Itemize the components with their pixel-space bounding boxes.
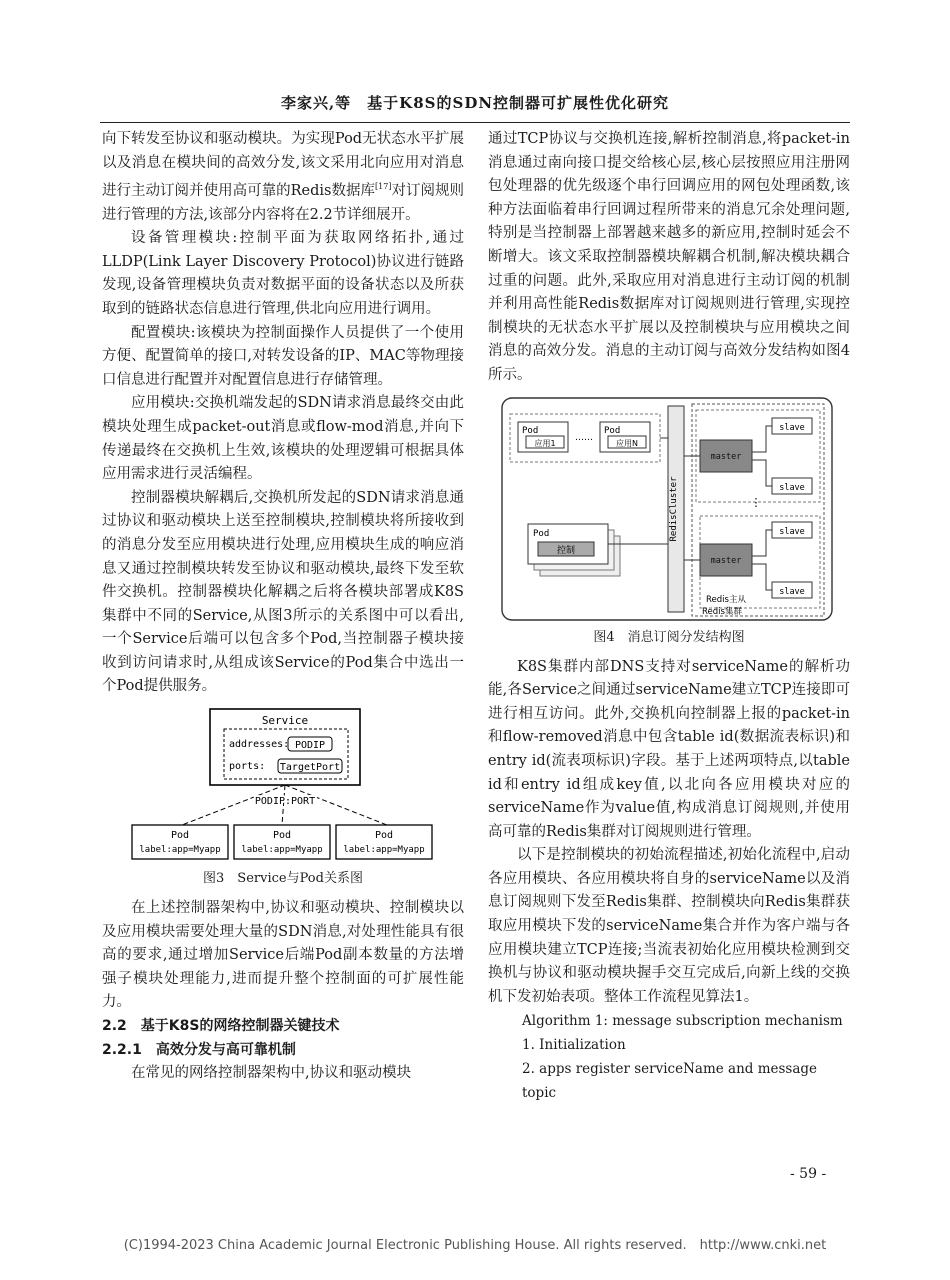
ctrl-label: 控制 bbox=[556, 545, 576, 556]
paragraph: 在上述控制器架构中,协议和驱动模块、控制模块以及应用模块需要处理大量的SDN消息,对处理性能具有很高的要求,通过增加Service后端Pod副本数量的方法增强子模块处理能力,进而提升整个控制面的可扩展性能力。 bbox=[102, 900, 464, 1011]
slave-label: slave bbox=[779, 482, 805, 493]
figure-4-diagram bbox=[488, 396, 850, 624]
appn-label: 应用N bbox=[616, 438, 638, 448]
copyright-footer: (C)1994-2023 China Academic Journal Electronic Publishing House. All rights reserved. http://www.cnki.net bbox=[123, 1238, 827, 1253]
figure-3-diagram bbox=[102, 705, 464, 935]
redis-cluster-label: Redis集群 bbox=[702, 606, 742, 617]
paragraph: 在常见的网络控制器架构中,协议和驱动模块 bbox=[131, 1065, 412, 1082]
master-label: master bbox=[710, 451, 742, 462]
slave-label: slave bbox=[779, 526, 805, 537]
figure-3 bbox=[102, 705, 464, 935]
paragraph: K8S集群内部DNS支持对serviceName的解析功能,各Service之间通过serviceName建立TCP连接即可进行相互访问。此外,交换机向控制器上报的packet-in和flow-removed消息中包含table id(数据流表标识)和entry id(流表项标识)字段。基于上述两项特点,以table id和entry id组成key值,以北向各应用模块对应的serviceName作为value值,构成消息订阅规则,并使用高可靠的Redis集群对订阅规则进行管理。 bbox=[488, 658, 850, 840]
master-label: master bbox=[710, 555, 742, 566]
podip-label: PODIP bbox=[294, 740, 326, 752]
pod-label: label:app=Myapp bbox=[241, 845, 323, 856]
algorithm-line: 2. apps register serviceName and message topic bbox=[522, 1061, 818, 1102]
figure-4-caption: 图4 消息订阅分发结构图 bbox=[593, 629, 745, 645]
reference-mark[interactable]: [17] bbox=[375, 182, 392, 192]
page-number: - 59 - bbox=[790, 1166, 827, 1182]
pod-label: label:app=Myapp bbox=[139, 845, 221, 856]
paragraph: 应用模块:交换机端发起的SDN请求消息最终交由此模块处理生成packet-out消息或flow-mod消息,并向下传递最终在交换机上生效,该模块的处理逻辑可根据具体应用需求进行灵活编程。 bbox=[102, 395, 464, 483]
ellipsis: …… bbox=[575, 432, 593, 443]
figure-3-caption: 图3 Service与Pod关系图 bbox=[203, 871, 363, 887]
slave-label: slave bbox=[779, 422, 805, 433]
paragraph: 设备管理模块:控制平面为获取网络拓扑,通过LLDP(Link Layer Discovery Protocol)协议进行链路发现,设备管理模块负责对数据平面的设备状态以及所获取到的链路状态信息进行管理,供北向应用进行调用。 bbox=[102, 230, 464, 317]
paragraph: 以下是控制模块的初始流程描述,初始化流程中,启动各应用模块、各应用模块将自身的serviceName以及消息订阅规则下发至Redis集群、控制模块向Redis集群获取应用模块下发的serviceName集合并作为客户端与各应用模块建立TCP连接;当流表初始化应用模块检测到交换机与协议和驱动模块握手交互完成后,向新上线的交换机下发初始表项。整体工作流程见算法1。 bbox=[488, 847, 850, 1005]
pod-label: Pod bbox=[604, 425, 621, 436]
right-column bbox=[488, 128, 850, 1105]
left-column bbox=[102, 128, 464, 1086]
ports-label: ports: bbox=[229, 761, 266, 773]
paragraph: 通过TCP协议与交换机连接,解析控制消息,将packet-in消息通过南向接口提交给核心层,核心层按照应用注册网包处理器的优先级逐个串行回调应用的网包处理函数,该种方法面临着串行回调过程所带来的消息冗余处理问题,特别是当控制器上部署越来越多的新应用,控制时延会不断增大。该文采取控制器模块解耦合机制,解决模块耦合过重的问题。此外,采取应用对消息进行主动订阅的机制并利用高性能Redis数据库对订阅规则进行管理,实现控制模块的无状态水平扩展以及控制模块与应用模块之间消息的高效分发。消息的主动订阅与高效分发结构如图4所示。 bbox=[488, 131, 850, 383]
targetport-label: TargetPort bbox=[279, 762, 341, 774]
section-heading: 2.2 基于K8S的网络控制器关键技术 bbox=[102, 1018, 340, 1035]
pod-label: label:app=Myapp bbox=[343, 845, 425, 856]
pod-title: Pod bbox=[374, 830, 394, 842]
pod-title: Pod bbox=[170, 830, 190, 842]
podip-port-label: PODIP:PORT bbox=[254, 796, 316, 808]
paragraph-text: 向下转发至协议和驱动模块。为实现Pod无状态水平扩展以及消息在模块间的高效分发,该文采用北向应用对消息进行主动订阅并使用高可靠的Redis数据库 bbox=[102, 131, 464, 200]
slave-label: slave bbox=[779, 586, 805, 597]
addresses-label: addresses: bbox=[229, 739, 290, 751]
subsection-heading: 2.2.1 高效分发与高可靠机制 bbox=[102, 1041, 296, 1058]
service-title: Service bbox=[261, 714, 309, 728]
algorithm-line: Algorithm 1: message subscription mechanism bbox=[522, 1013, 843, 1030]
figure-4 bbox=[488, 396, 850, 624]
running-header bbox=[100, 92, 850, 123]
paragraph: 配置模块:该模块为控制面操作人员提供了一个使用方便、配置简单的接口,对转发设备的IP、MAC等物理接口信息进行配置并对配置信息进行存储管理。 bbox=[102, 324, 464, 388]
paragraph: 控制器模块解耦后,交换机所发起的SDN请求消息通过协议和驱动模块上送至控制模块,控制模块将所接收到的消息分发至应用模块进行处理,应用模块生成的响应消息又通过控制模块转发至协议和驱动模块,最终下发至软件交换机。控制器模块化解耦之后将各模块部署成K8S集群中不同的Service,从图3所示的关系图中可以看出,一个Service后端可以包含多个Pod,当控制器子模块接收到访问请求时,从组成该Service的Pod集合中选出一个Pod提供服务。 bbox=[102, 489, 464, 695]
vertical-ellipsis: ⋮ bbox=[750, 495, 762, 509]
header-title: 李家兴,等 基于K8S的SDN控制器可扩展性优化研究 bbox=[280, 94, 670, 112]
pod-label: Pod bbox=[522, 425, 539, 436]
paragraph-text: 对订阅规则进行管理的方法,该部分内容将在2.2节详细展开。 bbox=[102, 183, 465, 223]
redis-ms-label: Redis主从 bbox=[706, 594, 746, 605]
ctrl-pod-label: Pod bbox=[533, 528, 550, 539]
app1-label: 应用1 bbox=[534, 438, 556, 448]
pod-title: Pod bbox=[272, 830, 292, 842]
algorithm-line: 1. Initialization bbox=[522, 1037, 626, 1054]
paragraph bbox=[102, 128, 464, 227]
redis-cluster-bar-label: RedisCluster bbox=[669, 476, 679, 542]
